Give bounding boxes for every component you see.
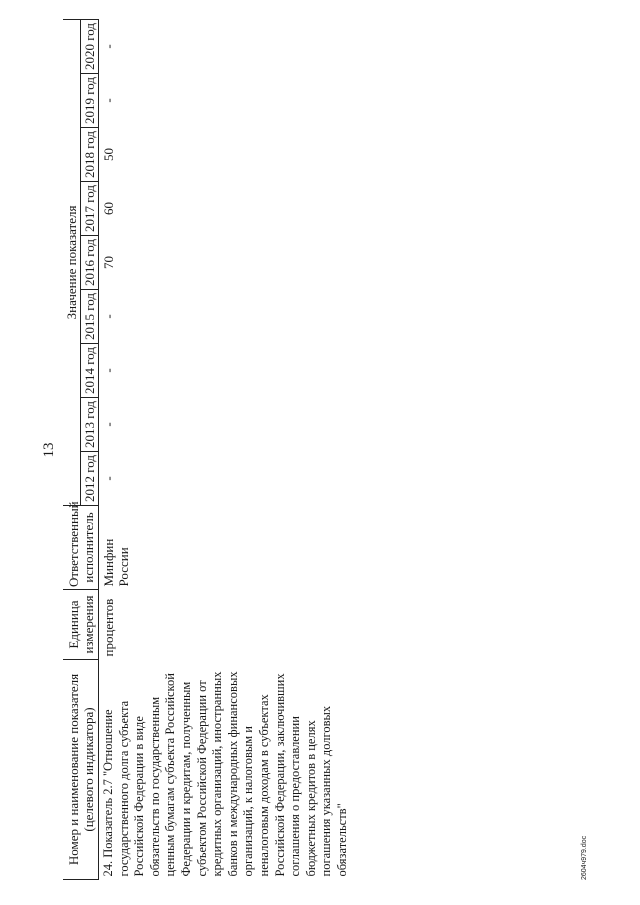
indicator-table	[63, 19, 353, 880]
header-year: 2015 год	[81, 290, 99, 344]
header-year: 2012 год	[81, 452, 99, 506]
value-cell: -	[101, 422, 116, 427]
indicator-executor: Минфин России	[101, 538, 131, 587]
indicator-unit: процентов	[101, 598, 116, 657]
rotated-page	[40, 20, 600, 880]
value-cell: 50	[101, 148, 116, 161]
header-year: 2020 год	[81, 19, 99, 73]
indicator-name: 24. Показатель 2.7 "Отношение государственного долга субъекта Российской Федерации в виде обязательств по государственным ценным бумагам субъекта Российской Федерации и кредитам, полученным субъектом Российской Федерации от кредитных организаций, иностранных банков и международных финансовых организаций, к налоговым и неналоговым доходам в субъектах Российской Федерации, заключивших соглашения о предоставлении бюджетных кредитов в целях погашения указанных долговых обязательств"	[101, 671, 349, 877]
header-row	[63, 19, 81, 879]
value-cell: -	[101, 44, 116, 49]
header-year: 2018 год	[81, 128, 99, 182]
header-values-group: Значение показателя	[63, 19, 81, 505]
file-reference: 2604ч979.doc	[581, 835, 588, 880]
value-cell: -	[101, 98, 116, 103]
value-cell: -	[101, 368, 116, 373]
value-cell: -	[101, 314, 116, 319]
value-cell: 60	[101, 202, 116, 215]
value-cell: -	[101, 476, 116, 481]
header-year: 2014 год	[81, 344, 99, 398]
value-cell: 70	[101, 256, 116, 269]
page-number: 13	[41, 442, 57, 458]
header-year: 2019 год	[81, 74, 99, 128]
header-executor: Ответственный исполнитель	[63, 506, 99, 590]
header-year: 2013 год	[81, 398, 99, 452]
header-unit: Единица измерения	[63, 590, 99, 660]
header-name: Номер и наименование показателя (целевого индикатора)	[63, 660, 99, 880]
table-row	[99, 19, 353, 879]
header-year: 2017 год	[81, 182, 99, 236]
header-year: 2016 год	[81, 236, 99, 290]
